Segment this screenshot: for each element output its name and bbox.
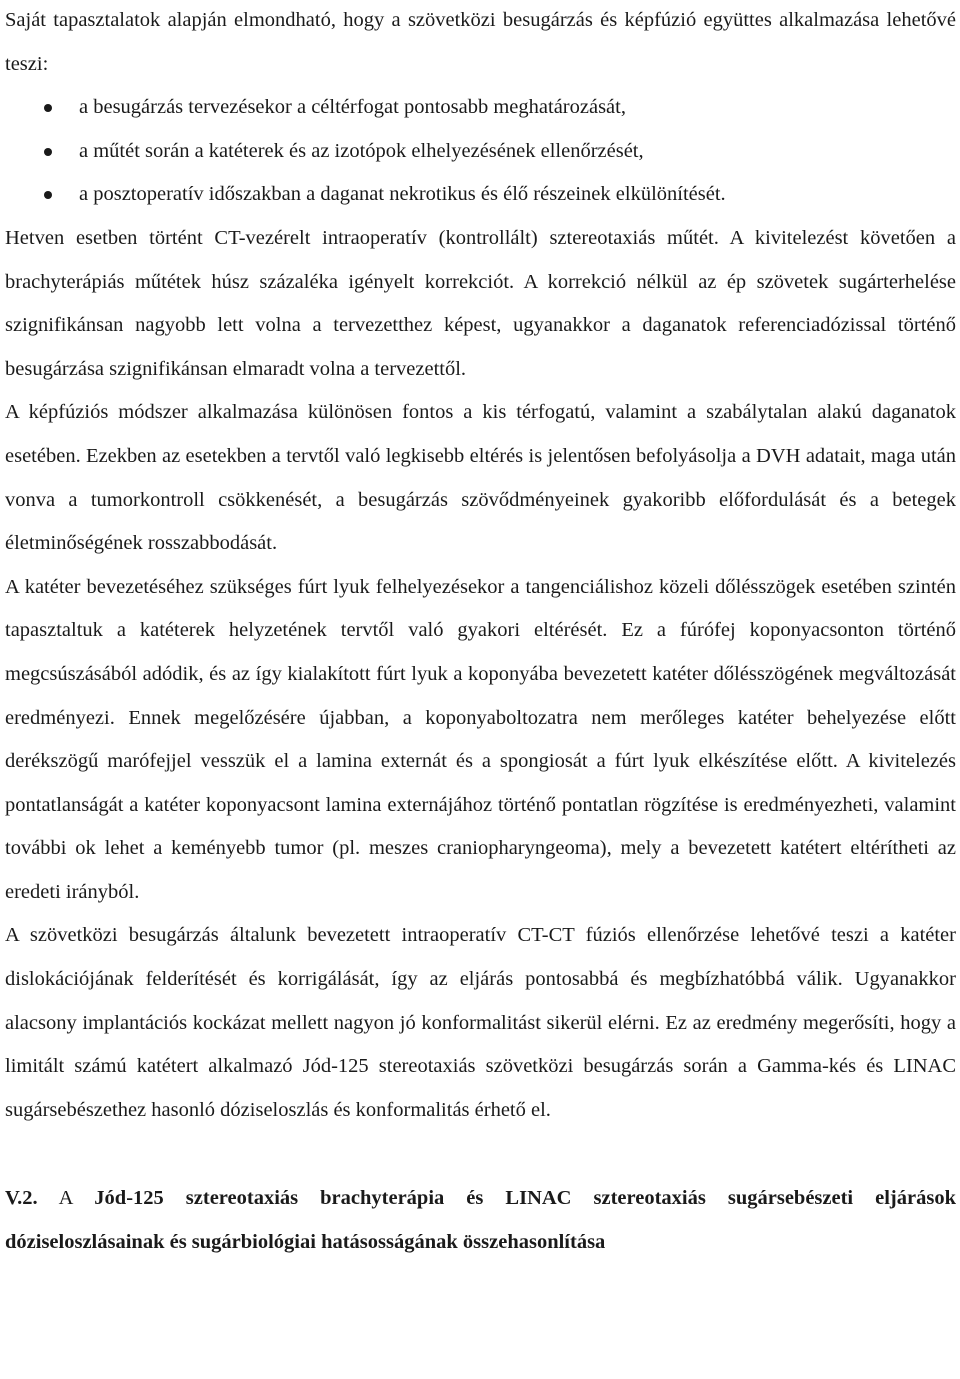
section-spacer [5,1132,956,1175]
list-item-text: a posztoperatív időszakban a daganat nekrotikus és élő részeinek elkülönítését. [79,183,726,206]
bullet-icon [44,191,52,199]
list-item [5,130,956,174]
section-prefix: A [58,1187,73,1210]
list-item-text: a besugárzás tervezésekor a céltérfogat pontosabb meghatározását, [79,96,626,119]
list-item [5,173,956,217]
bullet-icon [44,148,52,156]
section-heading [5,1177,956,1264]
body-paragraph: A katéter bevezetéséhez szükséges fúrt lyuk felhelyezésekor a tangenciálishoz közeli dőlésszögek esetében szintén tapasztaltuk a katéterek helyzetének tervtől való gyakori eltérését. Ez a fúrófej koponyacsonton történő megcsúszásából adódik, és az így kialakított fúrt lyuk a koponyába bevezetett katéter dőlésszögének megváltozását eredményezi. Ennek megelőzésére újabban, a koponyaboltozatra nem merőleges katéter behelyezése előtt derékszögű marófejjel vesszük el a lamina externát és a spongiosát a fúrt lyuk elkészítése előtt. A kivitelezés pontatlanságát a katéter koponyacsont lamina externájához történő pontatlan rögzítése is eredményezheti, valamint további ok lehet a keményebb tumor (pl. meszes craniopharyngeoma), mely a bevezetett katétert eltérítheti az eredeti irányból. [5,575,956,903]
section-number: V.2. [5,1187,38,1210]
body-paragraph: A szövetközi besugárzás általunk bevezetett intraoperatív CT-CT fúziós ellenőrzése lehetővé teszi a katéter dislokációjának felderítését és korrigálását, így az eljárás pontosabbá és megbízhatóbbá válik. Ugyanakkor alacsony implantációs kockázat mellett nagyon jó konformalitást sikerül elérni. Ez az eredmény megerősíti, hogy a limitált számú katétert alkalmazó Jód-125 stereotaxiás szövetközi besugárzás során a Gamma-kés és LINAC sugársebészethez hasonló dóziseloszlás és konformalitás érhető el. [5,924,956,1121]
bullet-icon [44,104,52,112]
body-paragraph: Hetven esetben történt CT-vezérelt intraoperatív (kontrollált) sztereotaxiás műtét. A kivitelezést követően a brachyterápiás műtétek húsz százaléka igényelt korrekciót. A korrekció nélkül az ép szövetek sugárterhelése szignifikánsan nagyobb lett volna a tervezetthez képest, ugyanakkor a daganatok referenciadózissal történő besugárzása szignifikánsan elmaradt volna a tervezettől. [5,226,956,380]
body-paragraph: A képfúziós módszer alkalmazása különösen fontos a kis térfogatú, valamint a szabálytalan alakú daganatok esetében. Ezekben az esetekben a tervtől való legkisebb eltérés is jelentősen befolyásolja a DVH adatait, maga után vonva a tumorkontroll csökkenését, a besugárzás szövődményeinek gyakoribb előfordulását és a betegek életminőségének rosszabbodását. [5,401,956,555]
document-page [5,0,956,1265]
list-item-text: a műtét során a katéterek és az izotópok elhelyezésének ellenőrzését, [79,139,644,162]
list-item [5,86,956,130]
intro-paragraph: Saját tapasztalatok alapján elmondható, hogy a szövetközi besugárzás és képfúzió együttes alkalmazása lehetővé teszi: [5,9,956,75]
section-title: Jód-125 sztereotaxiás brachyterápia és LINAC sztereotaxiás sugársebészeti eljárások dóziseloszlásainak és sugárbiológiai hatásosságának összehasonlítása [5,1187,956,1254]
bullet-list [5,86,956,217]
